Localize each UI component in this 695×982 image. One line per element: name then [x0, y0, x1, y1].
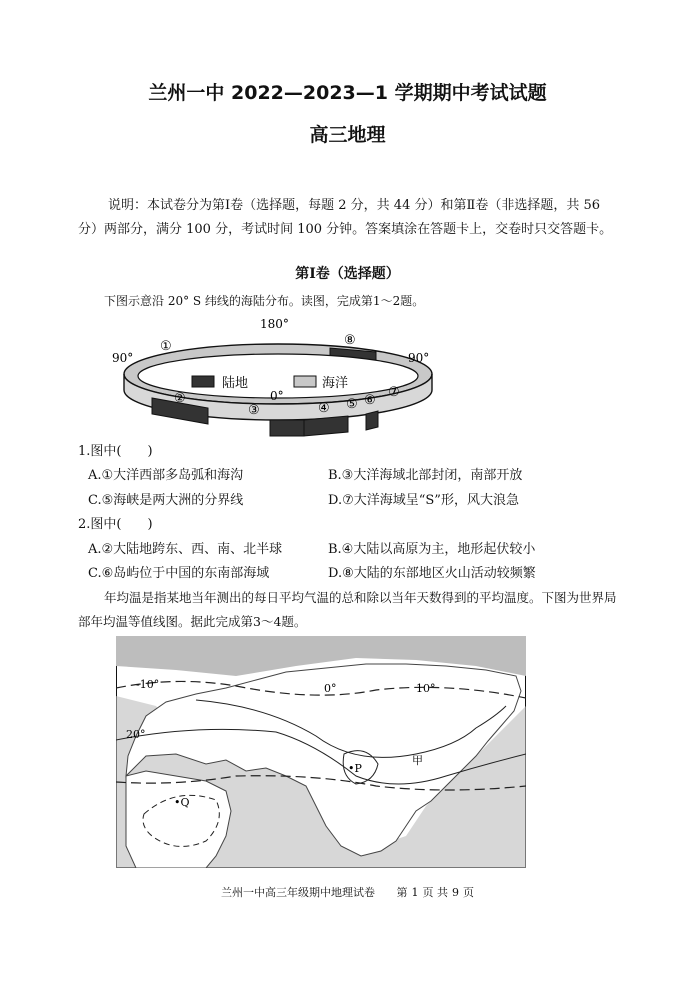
exam-instructions: 说明：本试卷分为第Ⅰ卷（选择题，每题 2 分，共 44 分）和第Ⅱ卷（非选择题，共 56 分）两部分，满分 100 分，考试时间 100 分钟。答案填涂在答题卡上，交卷时只交答题卡。	[78, 198, 613, 237]
section-heading: 第Ⅰ卷（选择题）	[295, 266, 400, 282]
q1-option-a[interactable]: A.①大洋西部多岛弧和海沟	[88, 468, 244, 483]
label-0: 0°	[270, 389, 284, 403]
legend-sea: 海洋	[322, 376, 349, 391]
q34-lead-text: 年均温是指某地当年测出的每日平均气温的总和除以当年天数得到的平均温度。下图为世界局部年均温等值线图。据此完成第3～4题。	[78, 590, 617, 629]
footer-page-mid: 页 共	[422, 886, 448, 899]
question-2-stem: 2.图中( )	[78, 517, 153, 532]
isotherm-map	[116, 636, 526, 868]
footer-page-total: 9	[452, 886, 459, 899]
footer-page-prefix: 第	[396, 886, 408, 899]
iso-label-10: 10°	[416, 682, 436, 695]
latitude-ring-diagram	[108, 314, 448, 444]
marker-7: ⑦	[388, 385, 400, 400]
q2-option-d[interactable]: D.⑧大陆的东部地区火山活动较频繁	[328, 566, 536, 581]
footer-text: 兰州一中高三年级期中地理试卷	[221, 886, 375, 899]
q1-option-b[interactable]: B.③大洋海域北部封闭，南部开放	[328, 468, 523, 483]
marker-4: ④	[318, 401, 330, 416]
iso-label-20: 20°	[126, 728, 146, 741]
q2-option-c[interactable]: C.⑥岛屿位于中国的东南部海域	[88, 566, 270, 581]
map-point-q: •Q	[174, 796, 190, 809]
iso-label-neg10: -10°	[136, 678, 160, 691]
q1-option-c[interactable]: C.⑤海峡是两大洲的分界线	[88, 493, 244, 508]
footer-page-suffix: 页	[463, 886, 474, 899]
label-180: 180°	[260, 317, 289, 331]
map-label-jia: 甲	[412, 754, 423, 767]
marker-8: ⑧	[344, 333, 356, 348]
marker-6: ⑥	[364, 393, 376, 408]
footer-page-no: 1	[411, 886, 419, 899]
label-90-right: 90°	[408, 351, 430, 365]
land-seg-4	[304, 416, 348, 436]
q2-option-a[interactable]: A.②大陆地跨东、西、南、北半球	[88, 542, 283, 557]
exam-title: 兰州一中 2022—2023—1 学期期中考试试题	[148, 82, 547, 104]
q2-option-b[interactable]: B.④大陆以高原为主，地形起伏较小	[328, 542, 536, 557]
land-seg-3	[270, 420, 304, 436]
question-1-stem: 1.图中( )	[78, 444, 153, 459]
q1-option-d[interactable]: D.⑦大洋海域呈“S”形，风大浪急	[328, 493, 519, 508]
page-footer	[0, 884, 695, 900]
marker-5: ⑤	[346, 397, 358, 412]
marker-1a: ①	[160, 339, 172, 354]
label-90-left: 90°	[112, 351, 134, 365]
exam-subject: 高三地理	[309, 124, 386, 146]
marker-2: ②	[174, 391, 186, 406]
marker-3: ③	[248, 403, 260, 418]
land-seg-6	[366, 411, 378, 430]
legend-land: 陆地	[222, 376, 249, 391]
q12-lead-text: 下图示意沿 20° S 纬线的海陆分布。读图，完成第1～2题。	[104, 294, 425, 308]
iso-label-0: 0°	[324, 682, 337, 695]
map-point-p: •P	[348, 762, 362, 775]
